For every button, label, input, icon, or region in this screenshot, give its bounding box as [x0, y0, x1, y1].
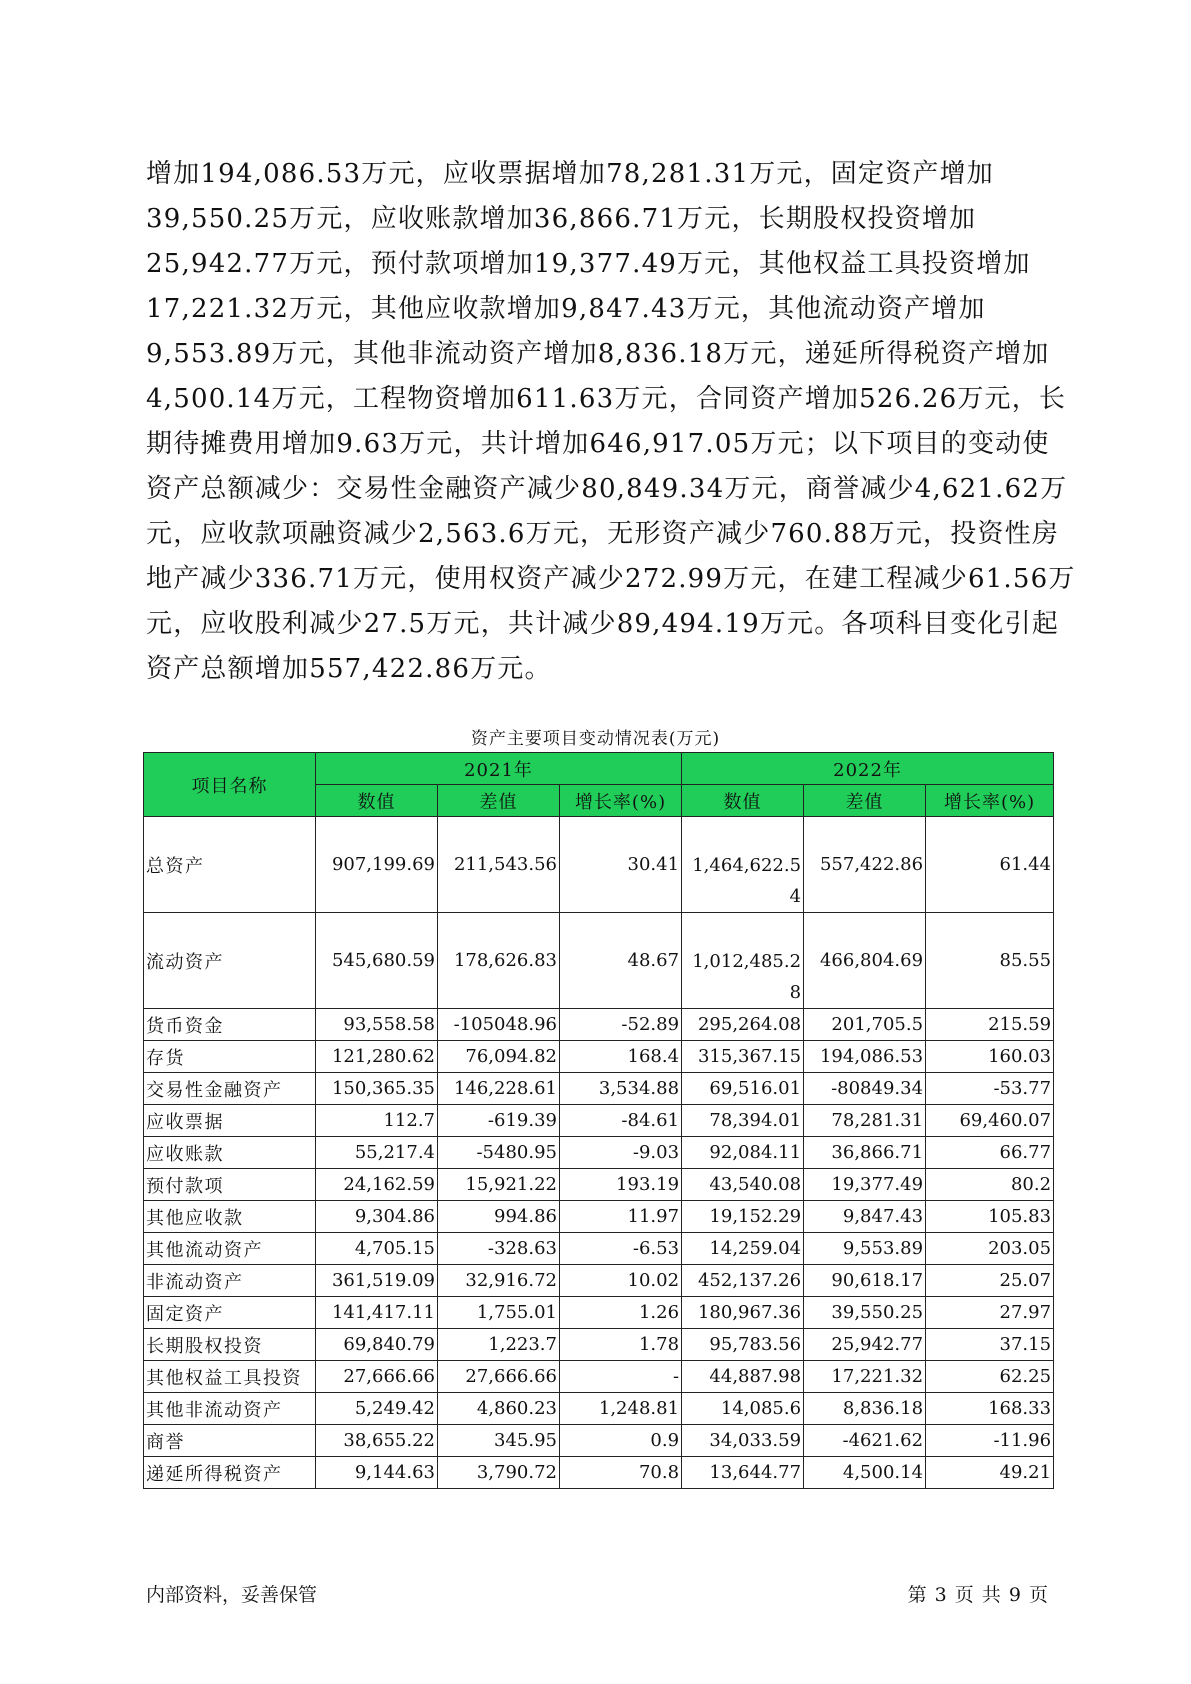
cell-diff-2022: 466,804.69 — [804, 913, 926, 1009]
table-row — [144, 817, 1054, 913]
table-row — [144, 1041, 1054, 1073]
cell-value-2022: 13,644.77 — [682, 1457, 804, 1489]
cell-value-2022: 315,367.15 — [682, 1041, 804, 1073]
cell-value-2021: 69,840.79 — [316, 1329, 438, 1361]
cell-value-2021: 4,705.15 — [316, 1233, 438, 1265]
cell-diff-2022: 201,705.5 — [804, 1009, 926, 1041]
table-row — [144, 1265, 1054, 1297]
table-row — [144, 1425, 1054, 1457]
row-name: 其他流动资产 — [144, 1233, 316, 1265]
paragraph-line: 9,553.89万元，其他非流动资产增加8,836.18万元，递延所得税资产增加 — [146, 339, 1050, 369]
cell-growth-2022: -53.77 — [926, 1073, 1054, 1105]
header-year-2021: 2021年 — [316, 753, 682, 785]
cell-value-2022: 295,264.08 — [682, 1009, 804, 1041]
cell-diff-2022: 78,281.31 — [804, 1105, 926, 1137]
cell-diff-2021: 15,921.22 — [438, 1169, 560, 1201]
cell-diff-2022: 17,221.32 — [804, 1361, 926, 1393]
cell-growth-2021: 1,248.81 — [560, 1393, 682, 1425]
header-growth-2021: 增长率(%) — [560, 785, 682, 817]
cell-diff-2022: 36,866.71 — [804, 1137, 926, 1169]
cell-growth-2022: 168.33 — [926, 1393, 1054, 1425]
table-body — [144, 817, 1054, 1489]
paragraph-line: 17,221.32万元，其他应收款增加9,847.43万元，其他流动资产增加 — [146, 294, 986, 324]
cell-value-2021: 112.7 — [316, 1105, 438, 1137]
cell-growth-2021: -52.89 — [560, 1009, 682, 1041]
cell-diff-2022: 39,550.25 — [804, 1297, 926, 1329]
table-row — [144, 1169, 1054, 1201]
header-value-2022: 数值 — [682, 785, 804, 817]
header-growth-2022: 增长率(%) — [926, 785, 1054, 817]
cell-growth-2022: 49.21 — [926, 1457, 1054, 1489]
cell-value-2022: 34,033.59 — [682, 1425, 804, 1457]
body-paragraph — [146, 152, 1076, 692]
cell-value-2022: 1,464,622.54 — [682, 817, 804, 913]
cell-growth-2021: -84.61 — [560, 1105, 682, 1137]
row-name: 总资产 — [144, 817, 316, 913]
cell-growth-2021: 0.9 — [560, 1425, 682, 1457]
cell-value-2021: 24,162.59 — [316, 1169, 438, 1201]
header-item-name: 项目名称 — [144, 753, 316, 817]
cell-diff-2022: -4621.62 — [804, 1425, 926, 1457]
cell-growth-2021: -9.03 — [560, 1137, 682, 1169]
cell-growth-2021: - — [560, 1361, 682, 1393]
cell-diff-2021: 4,860.23 — [438, 1393, 560, 1425]
cell-growth-2021: 3,534.88 — [560, 1073, 682, 1105]
paragraph-line: 4,500.14万元，工程物资增加611.63万元，合同资产增加526.26万元，长 — [146, 384, 1067, 414]
cell-growth-2022: 80.2 — [926, 1169, 1054, 1201]
table-row — [144, 1009, 1054, 1041]
paragraph-line: 元，应收股利减少27.5万元，共计减少89,494.19万元。各项科目变化引起 — [146, 609, 1060, 639]
cell-value-2021: 121,280.62 — [316, 1041, 438, 1073]
cell-growth-2021: 1.78 — [560, 1329, 682, 1361]
paragraph-line: 资产总额增加557,422.86万元。 — [146, 654, 552, 684]
paragraph-line: 资产总额减少：交易性金融资产减少80,849.34万元，商誉减少4,621.62万 — [146, 474, 1068, 504]
table-row — [144, 1361, 1054, 1393]
table-row — [144, 1073, 1054, 1105]
cell-value-2021: 55,217.4 — [316, 1137, 438, 1169]
cell-value-2021: 38,655.22 — [316, 1425, 438, 1457]
header-diff-2021: 差值 — [438, 785, 560, 817]
row-name: 交易性金融资产 — [144, 1073, 316, 1105]
cell-value-2022: 452,137.26 — [682, 1265, 804, 1297]
cell-diff-2021: 211,543.56 — [438, 817, 560, 913]
cell-diff-2022: 4,500.14 — [804, 1457, 926, 1489]
cell-diff-2021: -619.39 — [438, 1105, 560, 1137]
cell-value-2021: 361,519.09 — [316, 1265, 438, 1297]
cell-diff-2021: 1,755.01 — [438, 1297, 560, 1329]
cell-growth-2022: 85.55 — [926, 913, 1054, 1009]
cell-value-2022: 78,394.01 — [682, 1105, 804, 1137]
cell-growth-2021: 70.8 — [560, 1457, 682, 1489]
cell-value-2022: 14,085.6 — [682, 1393, 804, 1425]
cell-value-2022: 69,516.01 — [682, 1073, 804, 1105]
row-name: 非流动资产 — [144, 1265, 316, 1297]
cell-growth-2021: 48.67 — [560, 913, 682, 1009]
cell-growth-2022: 105.83 — [926, 1201, 1054, 1233]
cell-growth-2022: 62.25 — [926, 1361, 1054, 1393]
cell-growth-2021: 11.97 — [560, 1201, 682, 1233]
table-row — [144, 1297, 1054, 1329]
table-row — [144, 1137, 1054, 1169]
cell-growth-2022: 37.15 — [926, 1329, 1054, 1361]
cell-value-2021: 907,199.69 — [316, 817, 438, 913]
row-name: 长期股权投资 — [144, 1329, 316, 1361]
cell-value-2021: 5,249.42 — [316, 1393, 438, 1425]
row-name: 商誉 — [144, 1425, 316, 1457]
cell-value-2021: 150,365.35 — [316, 1073, 438, 1105]
row-name: 流动资产 — [144, 913, 316, 1009]
row-name: 应收票据 — [144, 1105, 316, 1137]
cell-diff-2021: 994.86 — [438, 1201, 560, 1233]
cell-growth-2021: 30.41 — [560, 817, 682, 913]
cell-diff-2022: 25,942.77 — [804, 1329, 926, 1361]
cell-diff-2021: -5480.95 — [438, 1137, 560, 1169]
cell-diff-2022: 90,618.17 — [804, 1265, 926, 1297]
paragraph-line: 39,550.25万元，应收账款增加36,866.71万元，长期股权投资增加 — [146, 204, 977, 234]
cell-diff-2021: 178,626.83 — [438, 913, 560, 1009]
row-name: 其他应收款 — [144, 1201, 316, 1233]
footer-confidential: 内部资料，妥善保管 — [146, 1584, 318, 1606]
cell-growth-2021: 10.02 — [560, 1265, 682, 1297]
cell-growth-2022: 215.59 — [926, 1009, 1054, 1041]
paragraph-line: 增加194,086.53万元，应收票据增加78,281.31万元，固定资产增加 — [146, 159, 994, 189]
cell-diff-2021: 32,916.72 — [438, 1265, 560, 1297]
cell-value-2022: 19,152.29 — [682, 1201, 804, 1233]
cell-growth-2022: 203.05 — [926, 1233, 1054, 1265]
cell-value-2022: 1,012,485.28 — [682, 913, 804, 1009]
cell-growth-2022: 61.44 — [926, 817, 1054, 913]
header-value-2021: 数值 — [316, 785, 438, 817]
table-row — [144, 913, 1054, 1009]
cell-growth-2021: 168.4 — [560, 1041, 682, 1073]
cell-growth-2022: 27.97 — [926, 1297, 1054, 1329]
cell-value-2021: 27,666.66 — [316, 1361, 438, 1393]
row-name: 递延所得税资产 — [144, 1457, 316, 1489]
table-row — [144, 1457, 1054, 1489]
cell-growth-2022: 25.07 — [926, 1265, 1054, 1297]
cell-diff-2022: 194,086.53 — [804, 1041, 926, 1073]
cell-value-2022: 43,540.08 — [682, 1169, 804, 1201]
cell-diff-2022: 19,377.49 — [804, 1169, 926, 1201]
cell-diff-2021: -328.63 — [438, 1233, 560, 1265]
cell-value-2022: 95,783.56 — [682, 1329, 804, 1361]
asset-change-table — [143, 752, 1054, 1489]
cell-growth-2022: 66.77 — [926, 1137, 1054, 1169]
paragraph-line: 期待摊费用增加9.63万元，共计增加646,917.05万元；以下项目的变动使 — [146, 429, 1050, 459]
paragraph-line: 25,942.77万元，预付款项增加19,377.49万元，其他权益工具投资增加 — [146, 249, 1031, 279]
cell-diff-2021: 27,666.66 — [438, 1361, 560, 1393]
cell-value-2021: 545,680.59 — [316, 913, 438, 1009]
row-name: 存货 — [144, 1041, 316, 1073]
row-name: 其他非流动资产 — [144, 1393, 316, 1425]
footer-page-number: 第 3 页 共 9 页 — [907, 1584, 1049, 1606]
cell-diff-2021: -105048.96 — [438, 1009, 560, 1041]
cell-value-2021: 9,144.63 — [316, 1457, 438, 1489]
table-row — [144, 1201, 1054, 1233]
cell-value-2021: 93,558.58 — [316, 1009, 438, 1041]
cell-diff-2022: 9,553.89 — [804, 1233, 926, 1265]
cell-growth-2022: 69,460.07 — [926, 1105, 1054, 1137]
cell-diff-2022: 8,836.18 — [804, 1393, 926, 1425]
cell-value-2021: 9,304.86 — [316, 1201, 438, 1233]
cell-diff-2021: 146,228.61 — [438, 1073, 560, 1105]
cell-diff-2021: 345.95 — [438, 1425, 560, 1457]
table-caption: 资产主要项目变动情况表(万元) — [470, 729, 721, 749]
cell-value-2022: 180,967.36 — [682, 1297, 804, 1329]
cell-diff-2022: 9,847.43 — [804, 1201, 926, 1233]
table-row — [144, 1233, 1054, 1265]
cell-diff-2022: 557,422.86 — [804, 817, 926, 913]
cell-growth-2022: 160.03 — [926, 1041, 1054, 1073]
header-diff-2022: 差值 — [804, 785, 926, 817]
row-name: 其他权益工具投资 — [144, 1361, 316, 1393]
table-row — [144, 1393, 1054, 1425]
cell-value-2022: 14,259.04 — [682, 1233, 804, 1265]
paragraph-line: 元，应收款项融资减少2,563.6万元，无形资产减少760.88万元，投资性房 — [146, 519, 1060, 549]
cell-diff-2021: 3,790.72 — [438, 1457, 560, 1489]
row-name: 应收账款 — [144, 1137, 316, 1169]
header-year-2022: 2022年 — [682, 753, 1054, 785]
row-name: 货币资金 — [144, 1009, 316, 1041]
cell-growth-2022: -11.96 — [926, 1425, 1054, 1457]
cell-value-2022: 44,887.98 — [682, 1361, 804, 1393]
cell-diff-2021: 76,094.82 — [438, 1041, 560, 1073]
row-name: 预付款项 — [144, 1169, 316, 1201]
cell-growth-2021: 193.19 — [560, 1169, 682, 1201]
cell-value-2021: 141,417.11 — [316, 1297, 438, 1329]
paragraph-line: 地产减少336.71万元，使用权资产减少272.99万元，在建工程减少61.56万 — [146, 564, 1076, 594]
cell-growth-2021: -6.53 — [560, 1233, 682, 1265]
cell-diff-2021: 1,223.7 — [438, 1329, 560, 1361]
cell-growth-2021: 1.26 — [560, 1297, 682, 1329]
cell-value-2022: 92,084.11 — [682, 1137, 804, 1169]
cell-diff-2022: -80849.34 — [804, 1073, 926, 1105]
row-name: 固定资产 — [144, 1297, 316, 1329]
table-row — [144, 1329, 1054, 1361]
table-row — [144, 1105, 1054, 1137]
